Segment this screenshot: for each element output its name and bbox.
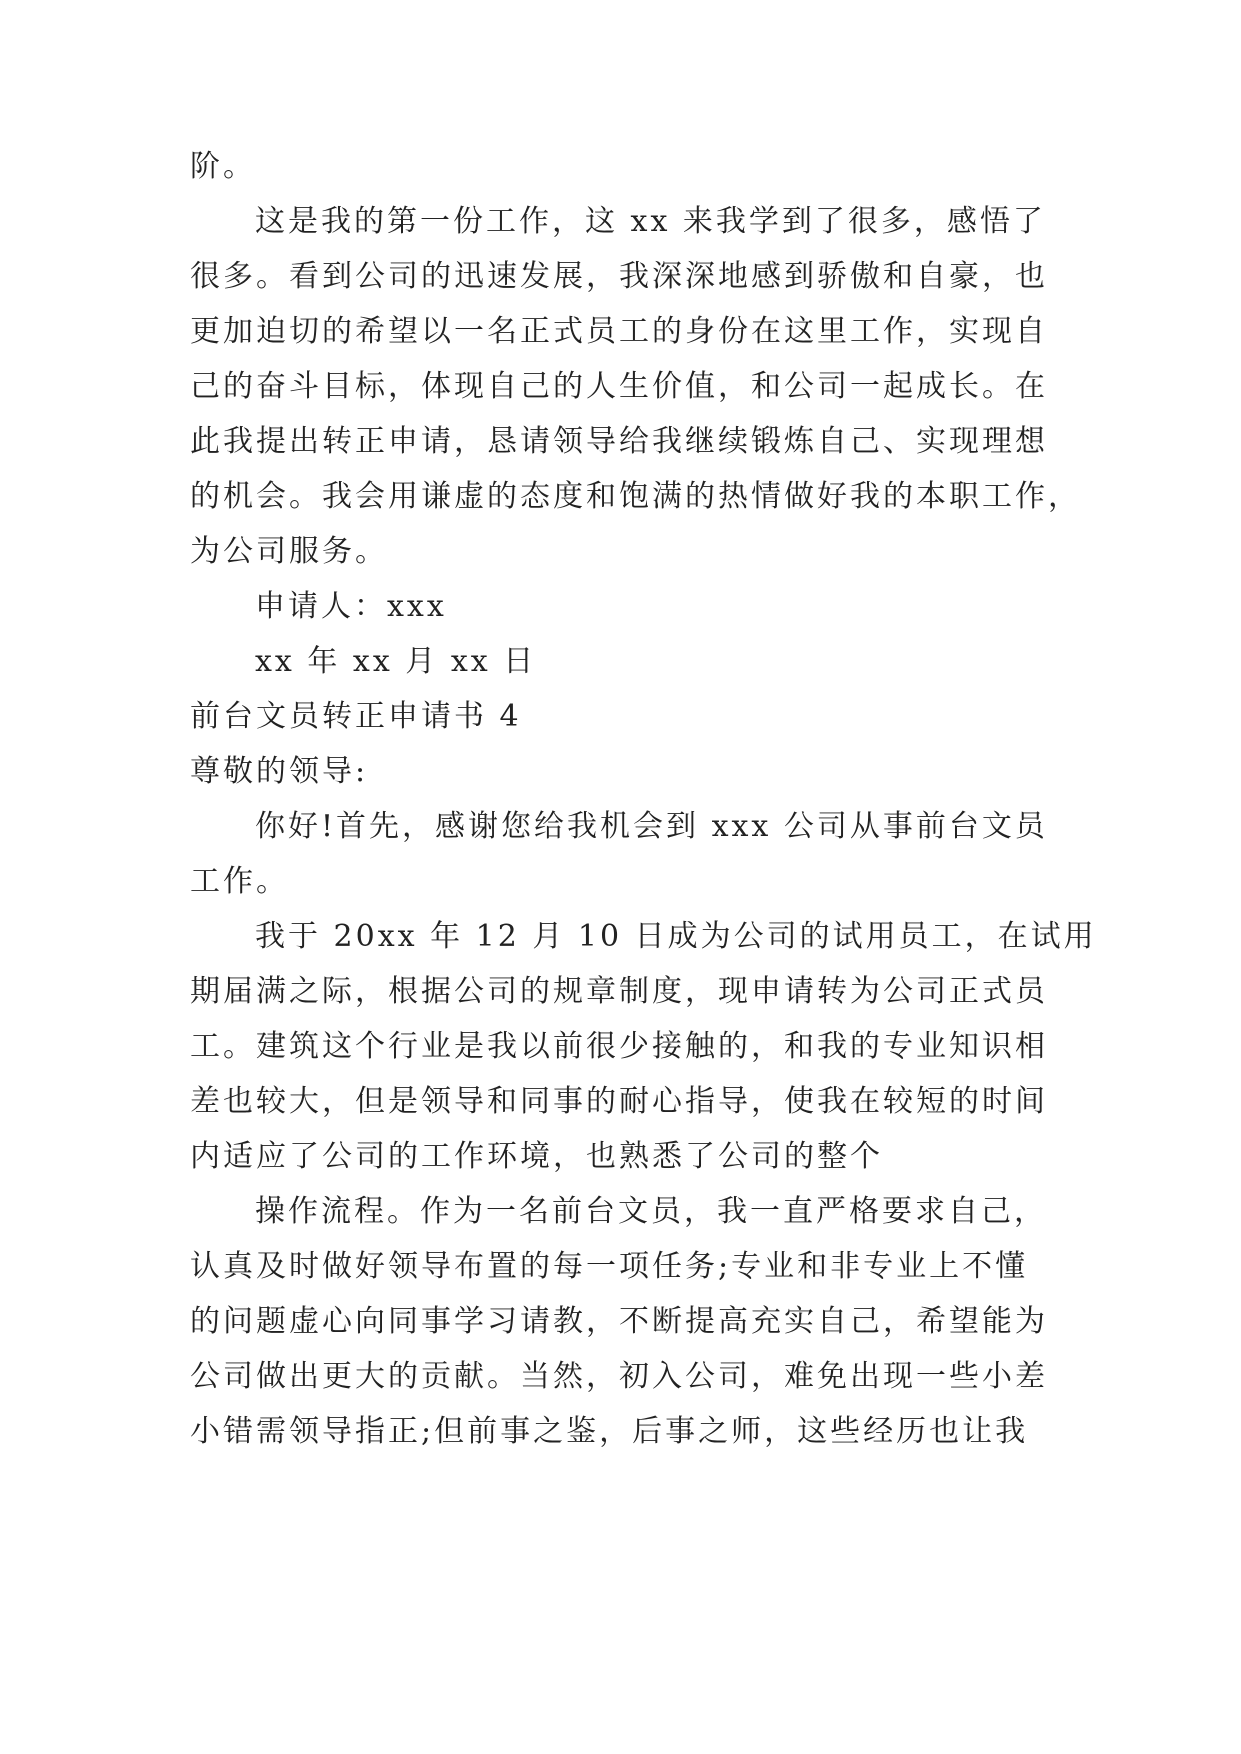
text-line: 为公司服务。	[190, 534, 388, 569]
signature-date: xx 年 xx 月 xx 日	[255, 644, 537, 679]
text-line: 你好!首先，感谢您给我机会到 xxx 公司从事前台文员	[255, 809, 1048, 844]
text-line: 工。建筑这个行业是我以前很少接触的，和我的专业知识相	[190, 1029, 1048, 1064]
text-line: 己的奋斗目标，体现自己的人生价值，和公司一起成长。在	[190, 369, 1048, 404]
text-line: 操作流程。作为一名前台文员，我一直严格要求自己，	[255, 1194, 1047, 1229]
text-line: 这是我的第一份工作，这 xx 来我学到了很多，感悟了	[255, 204, 1046, 239]
text-line: 很多。看到公司的迅速发展，我深深地感到骄傲和自豪，也	[190, 259, 1048, 294]
text-line: 我于 20xx 年 12 月 10 日成为公司的试用员工，在试用	[255, 919, 1097, 954]
section-title: 前台文员转正申请书 4	[190, 699, 522, 734]
text-line: 工作。	[190, 864, 289, 899]
text-line: 的问题虚心向同事学习请教，不断提高充实自己，希望能为	[190, 1304, 1048, 1339]
salutation: 尊敬的领导:	[190, 754, 369, 789]
text-line: 小错需领导指正;但前事之鉴，后事之师，这些经历也让我	[190, 1414, 1029, 1449]
text-line: 更加迫切的希望以一名正式员工的身份在这里工作，实现自	[190, 314, 1048, 349]
text-line: 的机会。我会用谦虚的态度和饱满的热情做好我的本职工作，	[190, 479, 1081, 514]
text-line: 阶。	[190, 149, 256, 184]
signature-applicant: 申请人：xxx	[255, 589, 447, 624]
text-line: 内适应了公司的工作环境，也熟悉了公司的整个	[190, 1139, 883, 1174]
text-line: 此我提出转正申请，恳请领导给我继续锻炼自己、实现理想	[190, 424, 1048, 459]
text-line: 期届满之际，根据公司的规章制度，现申请转为公司正式员	[190, 974, 1048, 1009]
text-line: 认真及时做好领导布置的每一项任务;专业和非专业上不懂	[190, 1249, 1029, 1284]
text-line: 公司做出更大的贡献。当然，初入公司，难免出现一些小差	[190, 1359, 1048, 1394]
text-line: 差也较大，但是领导和同事的耐心指导，使我在较短的时间	[190, 1084, 1048, 1119]
